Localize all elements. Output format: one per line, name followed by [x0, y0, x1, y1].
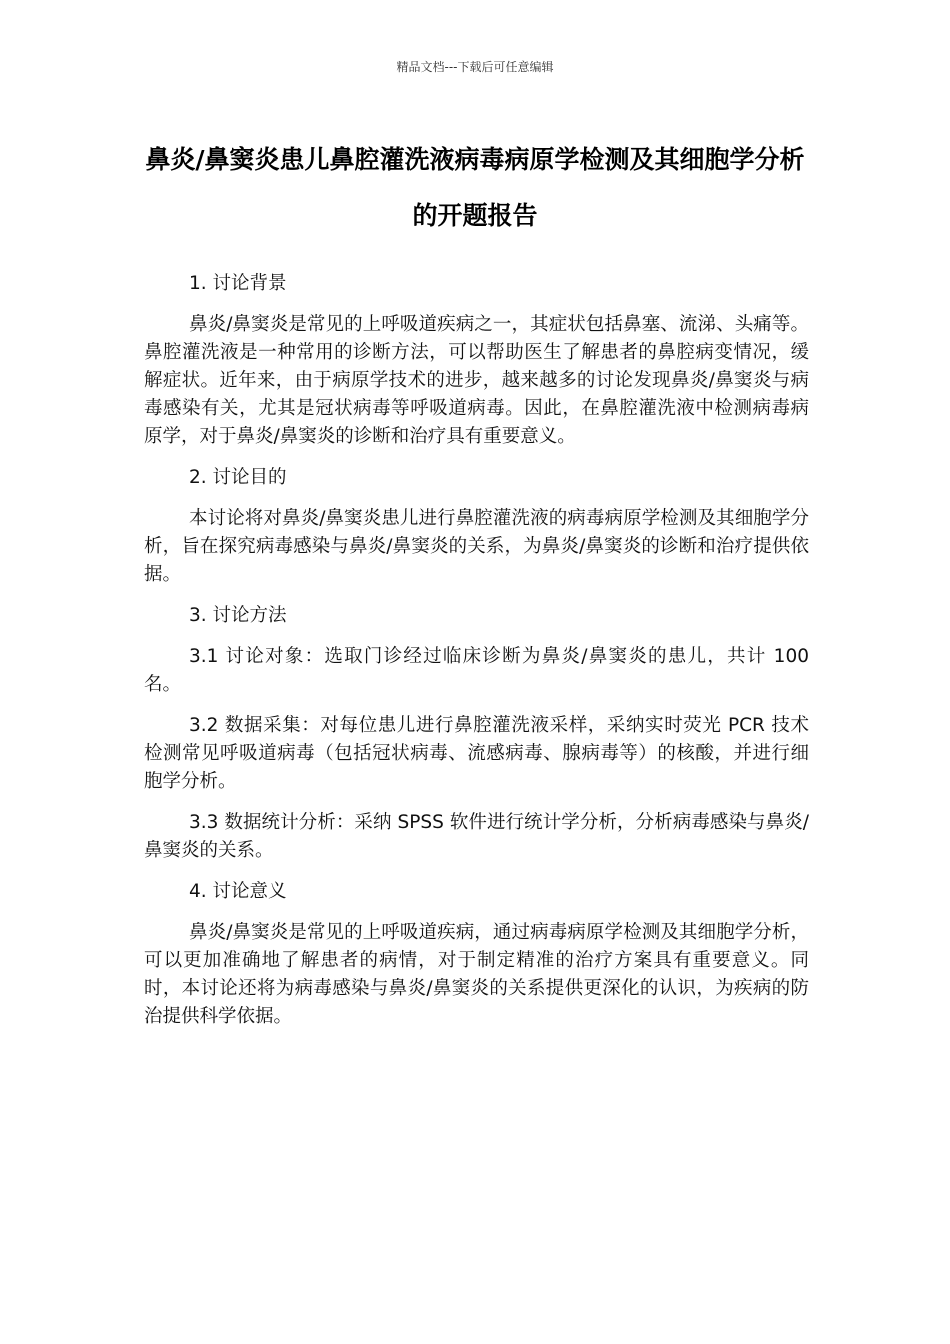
paragraph-method-statistics: 3.3 数据统计分析：采纳 SPSS 软件进行统计学分析，分析病毒感染与鼻炎/鼻窦炎的关系。	[144, 812, 809, 861]
section-heading-method: 3. 讨论方法	[189, 605, 287, 626]
section-heading-significance: 4. 讨论意义	[189, 881, 287, 902]
header-note: 精品文档---下载后可任意编辑	[396, 60, 554, 74]
paragraph-significance: 鼻炎/鼻窦炎是常见的上呼吸道疾病，通过病毒病原学检测及其细胞学分析，可以更加准确地了解患者的病情，对于制定精准的治疗方案具有重要意义。同时，本讨论还将为病毒感染与鼻炎/鼻窦炎的关系提供更深化的认识，为疾病的防治提供科学依据。	[144, 922, 809, 1027]
paragraph-method-subjects: 3.1 讨论对象：选取门诊经过临床诊断为鼻炎/鼻窦炎的患儿，共计 100 名。	[144, 646, 809, 695]
section-heading-purpose: 2. 讨论目的	[189, 467, 287, 488]
section-heading-background: 1. 讨论背景	[189, 273, 287, 294]
document-body	[144, 270, 809, 1044]
paragraph-purpose: 本讨论将对鼻炎/鼻窦炎患儿进行鼻腔灌洗液的病毒病原学检测及其细胞学分析，旨在探究病毒感染与鼻炎/鼻窦炎的关系，为鼻炎/鼻窦炎的诊断和治疗提供依据。	[144, 508, 809, 585]
document-title: 鼻炎/鼻窦炎患儿鼻腔灌洗液病毒病原学检测及其细胞学分析的开题报告	[145, 145, 805, 230]
paragraph-method-data-collection: 3.2 数据采集：对每位患儿进行鼻腔灌洗液采样，采纳实时荧光 PCR 技术检测常见呼吸道病毒（包括冠状病毒、流感病毒、腺病毒等）的核酸，并进行细胞学分析。	[144, 715, 809, 792]
paragraph-background: 鼻炎/鼻窦炎是常见的上呼吸道疾病之一，其症状包括鼻塞、流涕、头痛等。鼻腔灌洗液是一种常用的诊断方法，可以帮助医生了解患者的鼻腔病变情况，缓解症状。近年来，由于病原学技术的进步，越来越多的讨论发现鼻炎/鼻窦炎与病毒感染有关，尤其是冠状病毒等呼吸道病毒。因此，在鼻腔灌洗液中检测病毒病原学，对于鼻炎/鼻窦炎的诊断和治疗具有重要意义。	[144, 314, 809, 447]
